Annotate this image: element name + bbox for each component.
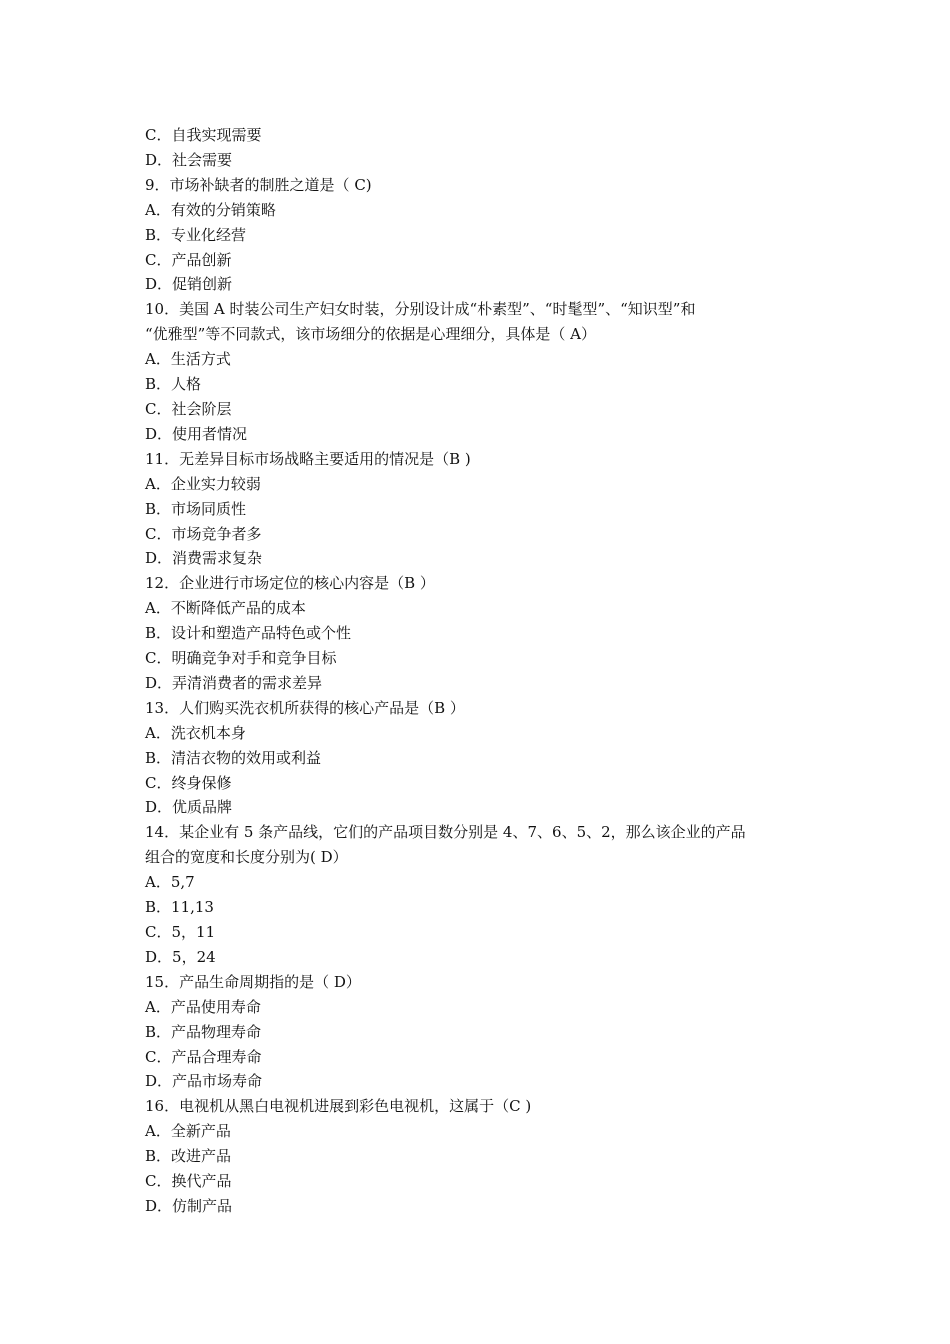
option-line: D．弄清消费者的需求差异 [145, 673, 323, 692]
question-line-continued: 组合的宽度和长度分别为( D） [145, 848, 348, 867]
option-line: B．改进产品 [145, 1147, 232, 1166]
option-line: C．产品合理寿命 [145, 1047, 262, 1066]
option-line: C．明确竞争对手和竞争目标 [145, 649, 337, 668]
document-body [145, 123, 815, 1219]
option-line: A．产品使用寿命 [145, 997, 261, 1016]
option-line: C．产品创新 [145, 250, 232, 269]
option-line: C．终身保修 [145, 773, 232, 792]
option-line: B．市场同质性 [145, 499, 247, 518]
option-line: A．全新产品 [145, 1122, 231, 1141]
option-line: B．专业化经营 [145, 225, 247, 244]
question-line: 14．某企业有 5 条产品线，它们的产品项目数分别是 4、7、6、5、2，那么该企业的产品 [145, 823, 746, 842]
option-line: B．11,13 [145, 898, 214, 917]
option-line: D．产品市场寿命 [145, 1072, 263, 1091]
option-line: C．自我实现需要 [145, 126, 262, 144]
question-line: 11．无差异目标市场战略主要适用的情况是（B ) [145, 449, 471, 468]
option-line: D．社会需要 [145, 150, 233, 169]
option-line: A．有效的分销策略 [145, 200, 276, 219]
option-line: B．产品物理寿命 [145, 1022, 262, 1041]
option-line: B．人格 [145, 375, 202, 394]
option-line: D．仿制产品 [145, 1196, 233, 1215]
question-line: 12．企业进行市场定位的核心内容是（B ） [145, 574, 435, 593]
option-line: C．社会阶层 [145, 399, 232, 418]
option-line: C．5，11 [145, 923, 216, 941]
option-line: B．设计和塑造产品特色或个性 [145, 624, 352, 643]
question-line: 15．产品生命周期指的是（ D） [145, 972, 361, 991]
option-line: A．不断降低产品的成本 [145, 599, 306, 618]
question-line-continued: “优雅型”等不同款式，该市场细分的依据是心理细分，具体是（ A） [145, 325, 596, 344]
option-line: D．消费需求复杂 [145, 549, 263, 568]
option-line: D．促销创新 [145, 275, 233, 294]
option-line: C．市场竞争者多 [145, 524, 262, 543]
option-line: D．5，24 [145, 947, 216, 966]
question-line: 10．美国 A 时装公司生产妇女时装，分别设计成“朴素型”、“时髦型”、“知识型”和 [145, 300, 696, 319]
option-line: A．企业实力较弱 [145, 474, 261, 493]
option-line: B．清洁衣物的效用或利益 [145, 748, 322, 767]
option-line: A．洗衣机本身 [145, 723, 246, 742]
option-line: A．生活方式 [145, 350, 231, 369]
question-line: 16．电视机从黑白电视机进展到彩色电视机，这属于（C ) [145, 1097, 532, 1116]
option-line: A．5,7 [145, 873, 195, 892]
option-line: D．优质品牌 [145, 798, 233, 817]
question-line: 9．市场补缺者的制胜之道是（ C) [145, 175, 372, 194]
option-line: D．使用者情况 [145, 424, 248, 443]
question-line: 13．人们购买洗衣机所获得的核心产品是（B ） [145, 698, 465, 717]
option-line: C．换代产品 [145, 1172, 232, 1191]
